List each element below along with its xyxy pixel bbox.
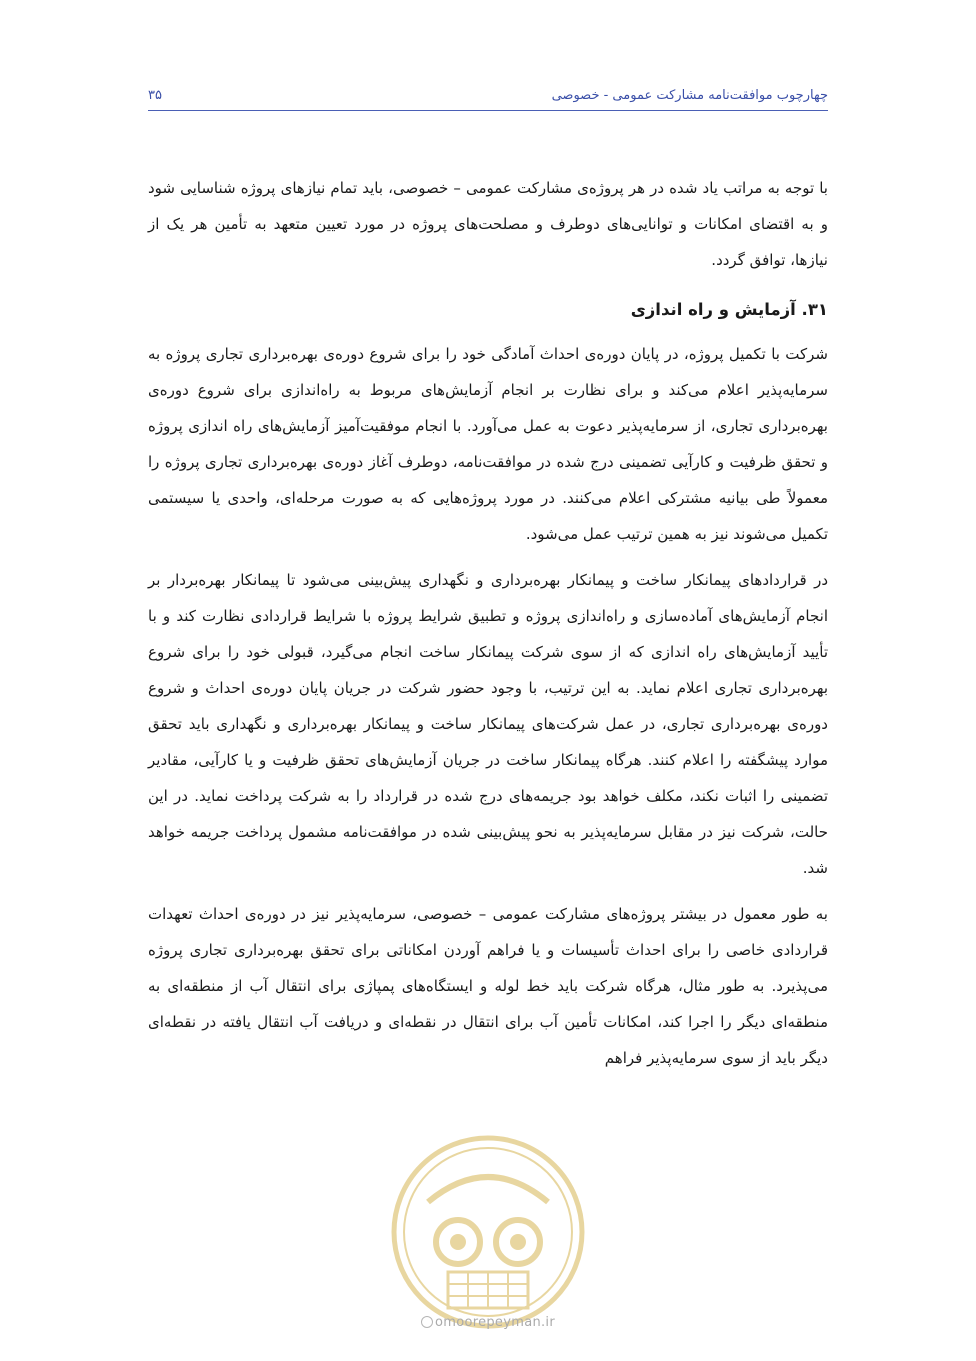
running-title: چهارچوب موافقت‌نامه مشارکت عمومی - خصوصی — [551, 88, 828, 103]
page-header — [148, 84, 828, 111]
paragraph-contracts: در قراردادهای پیمانکار ساخت و پیمانکار بهره‌برداری و نگهداری پیش‌بینی می‌شود تا پیمانکار بهره‌بردار بر انجام آزمایش‌های آماده‌سازی و راه‌اندازی پروژه و تطبیق شرایط پروژه با شرایط قراردادی نظارت کند و با تأیید آزمایش‌های راه اندازی که از سوی شرکت پیمانکار ساخت انجام می‌گیرد، قبولی خود را برای شروع بهره‌برداری تجاری اعلام نماید. به این ترتیب، با وجود حضور شرکت در جریان پایان دوره‌ی احداث و شروع دوره‌ی بهره‌برداری تجاری، در عمل شرکت‌های پیمانکار ساخت و پیمانکار بهره‌برداری و نگهداری باید تحقق موارد پیشگفته را اعلام کنند. هرگاه پیمانکار ساخت در جریان آزمایش‌های تحقق ظرفیت و یا کارآیی، مقادیر تضمینی را اثبات نکند، مکلف خواهد بود جریمه‌های درج شده در قرارداد را به شرکت پرداخت نماید. در این حالت، شرکت نیز در مقابل سرمایه‌پذیر به نحو پیش‌بینی شده در موافقت‌نامه مشمول پرداخت جریمه خواهد شد. — [148, 571, 828, 877]
paragraph-obligations: به طور معمول در بیشتر پروژه‌های مشارکت عمومی – خصوصی، سرمایه‌پذیر نیز در دوره‌ی احداث تعهدات قراردادی خاصی را برای احداث تأسیسات و یا فراهم آوردن امکاناتی برای تحقق بهره‌برداری تجاری پروژه می‌پذیرد. به طور مثال، هرگاه شرکت باید خط لوله و ایستگاه‌های پمپاژی برای انتقال آب از منطقه‌ای به منطقه‌ای دیگر را اجرا کند، امکانات تأمین آب برای انتقال در نقطه‌ای و دریافت آب انتقال یافته در نقطه‌ای دیگر باید از سوی سرمایه‌پذیر فراهم — [148, 905, 828, 1067]
paragraph-intro: با توجه به مراتب یاد شده در هر پروژه‌ی مشارکت عمومی – خصوصی، باید تمام نیازهای پروژه شناسایی شود و به اقتضای امکانات و توانایی‌های دوطرف و مصلحت‌های پروژه در مورد تعیین متعهد به تأمین هر یک از نیازها، توافق گردد. — [148, 179, 828, 269]
document-body — [148, 170, 828, 1086]
page-number: ۳۵ — [148, 88, 162, 103]
watermark-url: omoorepeyman.ir — [398, 1315, 578, 1330]
section-heading: ۳۱. آزمایش و راه اندازی — [630, 300, 828, 319]
paragraph-testing: شرکت با تکمیل پروژه، در پایان دوره‌ی احداث آمادگی خود را برای شروع دوره‌ی بهره‌برداری تجاری پروژه به سرمایه‌پذیر اعلام می‌کند و برای نظارت بر انجام آزمایش‌های مربوط به راه‌اندازی برای شروع دوره‌ی بهره‌برداری تجاری، از سرمایه‌پذیر دعوت به عمل می‌آورد. با انجام موفقیت‌آمیز آزمایش‌های راه اندازی پروژه و تحقق ظرفیت و کارآیی تضمینی درج شده در موافقت‌نامه، دوطرف آغاز دوره‌ی بهره‌برداری تجاری پروژه را معمولاً طی بیانیه مشترکی اعلام می‌کنند. در مورد پروژه‌هایی که به صورت مرحله‌ای، واحدی یا سیستمی تکمیل می‌شوند نیز به همین ترتیب عمل می‌شود. — [148, 345, 828, 543]
at-icon — [421, 1316, 433, 1328]
watermark-logo-icon — [388, 1132, 588, 1332]
